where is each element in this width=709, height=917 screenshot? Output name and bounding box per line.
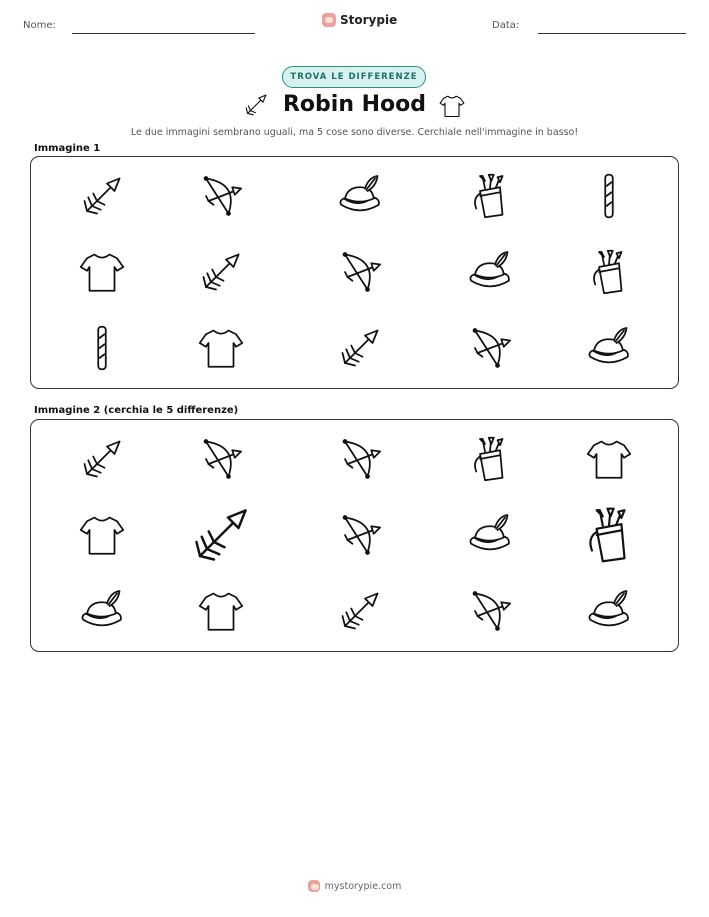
- arrow-icon[interactable]: [186, 500, 256, 570]
- footer-url[interactable]: mystorypie.com: [324, 880, 402, 892]
- shirt-icon[interactable]: [196, 586, 246, 636]
- bow-icon[interactable]: [335, 510, 385, 560]
- storypie-logo-icon: [322, 13, 336, 27]
- activity-badge: TROVA LE DIFFERENZE: [282, 66, 426, 88]
- name-label: Nome:: [23, 20, 56, 31]
- brand-name: Storypie: [340, 13, 398, 27]
- arrow-icon[interactable]: [335, 586, 385, 636]
- arrow-icon: [335, 323, 385, 373]
- hat-icon[interactable]: [77, 586, 127, 636]
- hat-icon: [584, 323, 634, 373]
- brand-logo: [322, 13, 397, 27]
- shirt-icon: [437, 92, 467, 120]
- date-label: Data:: [492, 20, 520, 31]
- footer: [0, 880, 709, 892]
- hat-icon: [465, 247, 515, 297]
- shirt-icon[interactable]: [77, 510, 127, 560]
- shirt-icon[interactable]: [584, 434, 634, 484]
- bow-icon[interactable]: [196, 434, 246, 484]
- quiver-icon[interactable]: [465, 434, 515, 484]
- date-field[interactable]: [538, 33, 686, 34]
- hat-icon[interactable]: [465, 510, 515, 560]
- storypie-logo-icon: [308, 880, 320, 892]
- quiver-icon: [584, 247, 634, 297]
- bow-icon: [335, 247, 385, 297]
- instructions: Le due immagini sembrano uguali, ma 5 cose sono diverse. Cerchiale nell'immagine in basso!: [130, 127, 579, 138]
- name-field[interactable]: [72, 33, 255, 34]
- arrow-icon: [77, 171, 127, 221]
- arrow-icon[interactable]: [77, 434, 127, 484]
- bow-icon: [196, 171, 246, 221]
- hat-icon: [335, 171, 385, 221]
- hat-icon[interactable]: [584, 586, 634, 636]
- bow-icon: [465, 323, 515, 373]
- bow-icon[interactable]: [465, 586, 515, 636]
- bow-icon[interactable]: [335, 434, 385, 484]
- shirt-icon: [77, 247, 127, 297]
- section2-label: Immagine 2 (cerchia le 5 differenze): [34, 405, 239, 416]
- shirt-icon: [196, 323, 246, 373]
- arrow-icon: [196, 247, 246, 297]
- page-title: Robin Hood: [282, 92, 427, 117]
- staff-icon: [77, 323, 127, 373]
- section1-label: Immagine 1: [34, 143, 101, 154]
- quiver-icon[interactable]: [578, 504, 640, 566]
- quiver-icon: [465, 171, 515, 221]
- staff-icon: [584, 171, 634, 221]
